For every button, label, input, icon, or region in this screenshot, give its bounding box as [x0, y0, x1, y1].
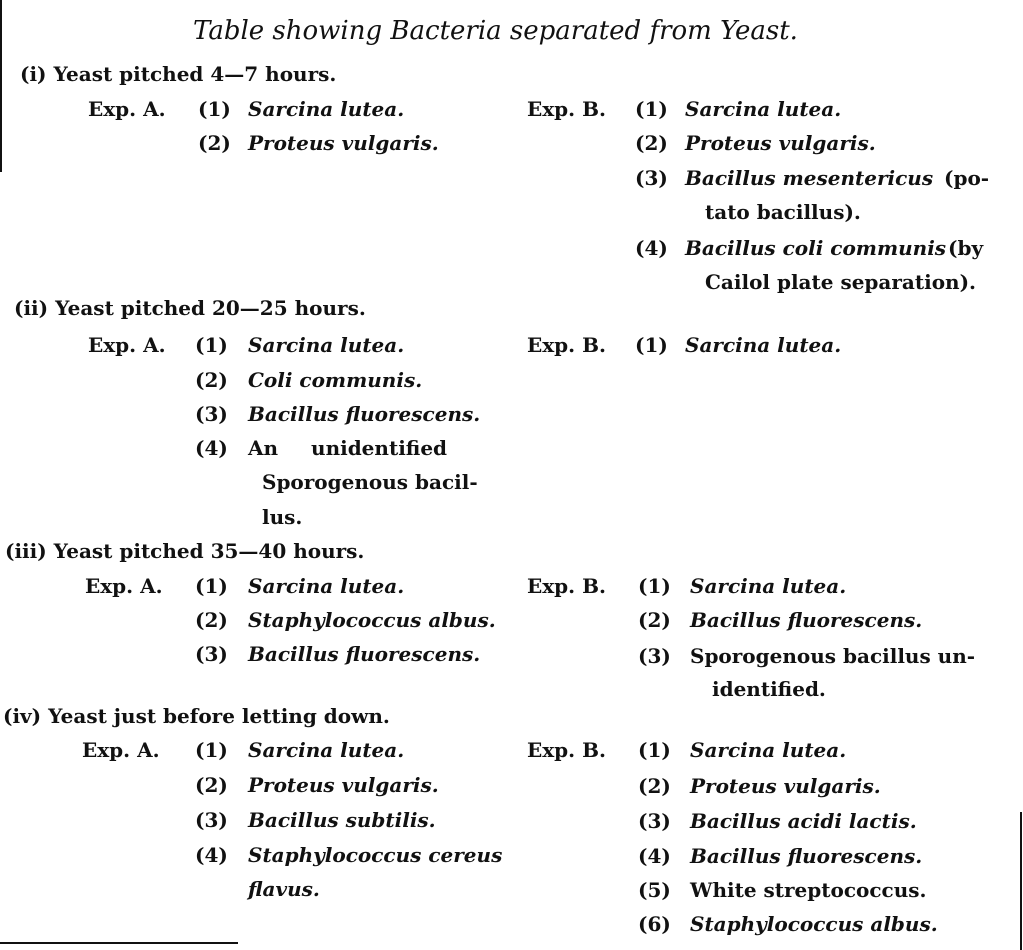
item-number: (3): [195, 808, 228, 832]
item-number: (4): [638, 844, 671, 868]
bacterium-name: Sarcina lutea.: [248, 574, 405, 598]
bacterium-name: Bacillus acidi lactis.: [690, 809, 917, 833]
item-number: (6): [638, 912, 671, 936]
item-number: (1): [635, 97, 668, 121]
item-number: (4): [195, 436, 228, 460]
bacterium-name: Proteus vulgaris.: [685, 131, 876, 155]
exp-a-label: Exp. A.: [88, 333, 166, 357]
bacterium-name: Sarcina lutea.: [690, 738, 847, 762]
item-number: (2): [635, 131, 668, 155]
bacterium-name: Bacillus fluorescens.: [248, 642, 481, 666]
bacterium-name: Sarcina lutea.: [248, 97, 405, 121]
bacterium-name: Bacillus fluorescens.: [248, 402, 481, 426]
bacterium-name: Sarcina lutea.: [248, 333, 405, 357]
item-continuation: identified.: [712, 677, 826, 701]
item-number: (1): [198, 97, 231, 121]
item-continuation: tato bacillus).: [705, 200, 861, 224]
bacterium-name: Sarcina lutea.: [248, 738, 405, 762]
item-text: White streptococcus.: [690, 878, 927, 902]
exp-a-label: Exp. A.: [85, 574, 163, 598]
bacterium-name: Staphylococcus cereus: [248, 843, 503, 867]
exp-b-label: Exp. B.: [527, 333, 606, 357]
bacterium-name: Bacillus mesentericus: [685, 166, 934, 190]
item-number: (2): [638, 774, 671, 798]
exp-b-label: Exp. B.: [527, 97, 606, 121]
bacterium-name: Proteus vulgaris.: [248, 773, 439, 797]
bacterium-name: Sarcina lutea.: [690, 574, 847, 598]
bacterium-name: Proteus vulgaris.: [248, 131, 439, 155]
item-note: (po-: [944, 166, 990, 190]
left-margin-rule: [0, 0, 2, 172]
item-number: (3): [638, 809, 671, 833]
item-number: (3): [195, 642, 228, 666]
item-number: (3): [635, 166, 668, 190]
section-heading: (iii) Yeast pitched 35—40 hours.: [5, 539, 365, 563]
exp-a-label: Exp. A.: [82, 738, 160, 762]
item-number: (2): [638, 608, 671, 632]
item-text: Sporogenous bacillus un-: [690, 644, 976, 668]
bacterium-name: Staphylococcus albus.: [690, 912, 938, 936]
item-number: (5): [638, 878, 671, 902]
item-number: (4): [635, 236, 668, 260]
item-continuation: lus.: [262, 505, 303, 529]
bacterium-name: Coli communis.: [248, 368, 423, 392]
bacterium-name: Sarcina lutea.: [685, 97, 842, 121]
item-number: (2): [195, 608, 228, 632]
item-continuation: Cailol plate separation).: [705, 270, 977, 294]
bacterium-name: Sarcina lutea.: [685, 333, 842, 357]
bacterium-name: Bacillus subtilis.: [248, 808, 436, 832]
bacterium-name: Staphylococcus albus.: [248, 608, 496, 632]
item-number: (2): [195, 773, 228, 797]
item-number: (1): [195, 574, 228, 598]
exp-a-label: Exp. A.: [88, 97, 166, 121]
section-heading: (iv) Yeast just before letting down.: [3, 704, 390, 728]
item-number: (2): [195, 368, 228, 392]
item-text: An unidentified: [248, 436, 448, 460]
bacterium-name: Bacillus fluorescens.: [690, 608, 923, 632]
bacterium-name: Bacillus fluorescens.: [690, 844, 923, 868]
item-continuation: Sporogenous bacil-: [262, 470, 478, 494]
item-number: (2): [198, 131, 231, 155]
item-note: (by: [948, 236, 984, 260]
item-number: (4): [195, 843, 228, 867]
right-margin-rule: [1020, 812, 1022, 950]
exp-b-label: Exp. B.: [527, 738, 606, 762]
table-title: Table showing Bacteria separated from Yeast.: [193, 16, 798, 46]
item-number: (1): [195, 738, 228, 762]
exp-b-label: Exp. B.: [527, 574, 606, 598]
section-heading: (i) Yeast pitched 4—7 hours.: [20, 62, 337, 86]
item-number: (1): [638, 574, 671, 598]
item-number: (1): [635, 333, 668, 357]
bacterium-name: Proteus vulgaris.: [690, 774, 881, 798]
item-number: (3): [638, 644, 671, 668]
footnote-rule: [0, 942, 238, 944]
item-number: (3): [195, 402, 228, 426]
bacterium-name-continuation: flavus.: [248, 877, 320, 901]
item-number: (1): [195, 333, 228, 357]
section-heading: (ii) Yeast pitched 20—25 hours.: [14, 296, 366, 320]
item-number: (1): [638, 738, 671, 762]
bacterium-name: Bacillus coli communis: [685, 236, 947, 260]
